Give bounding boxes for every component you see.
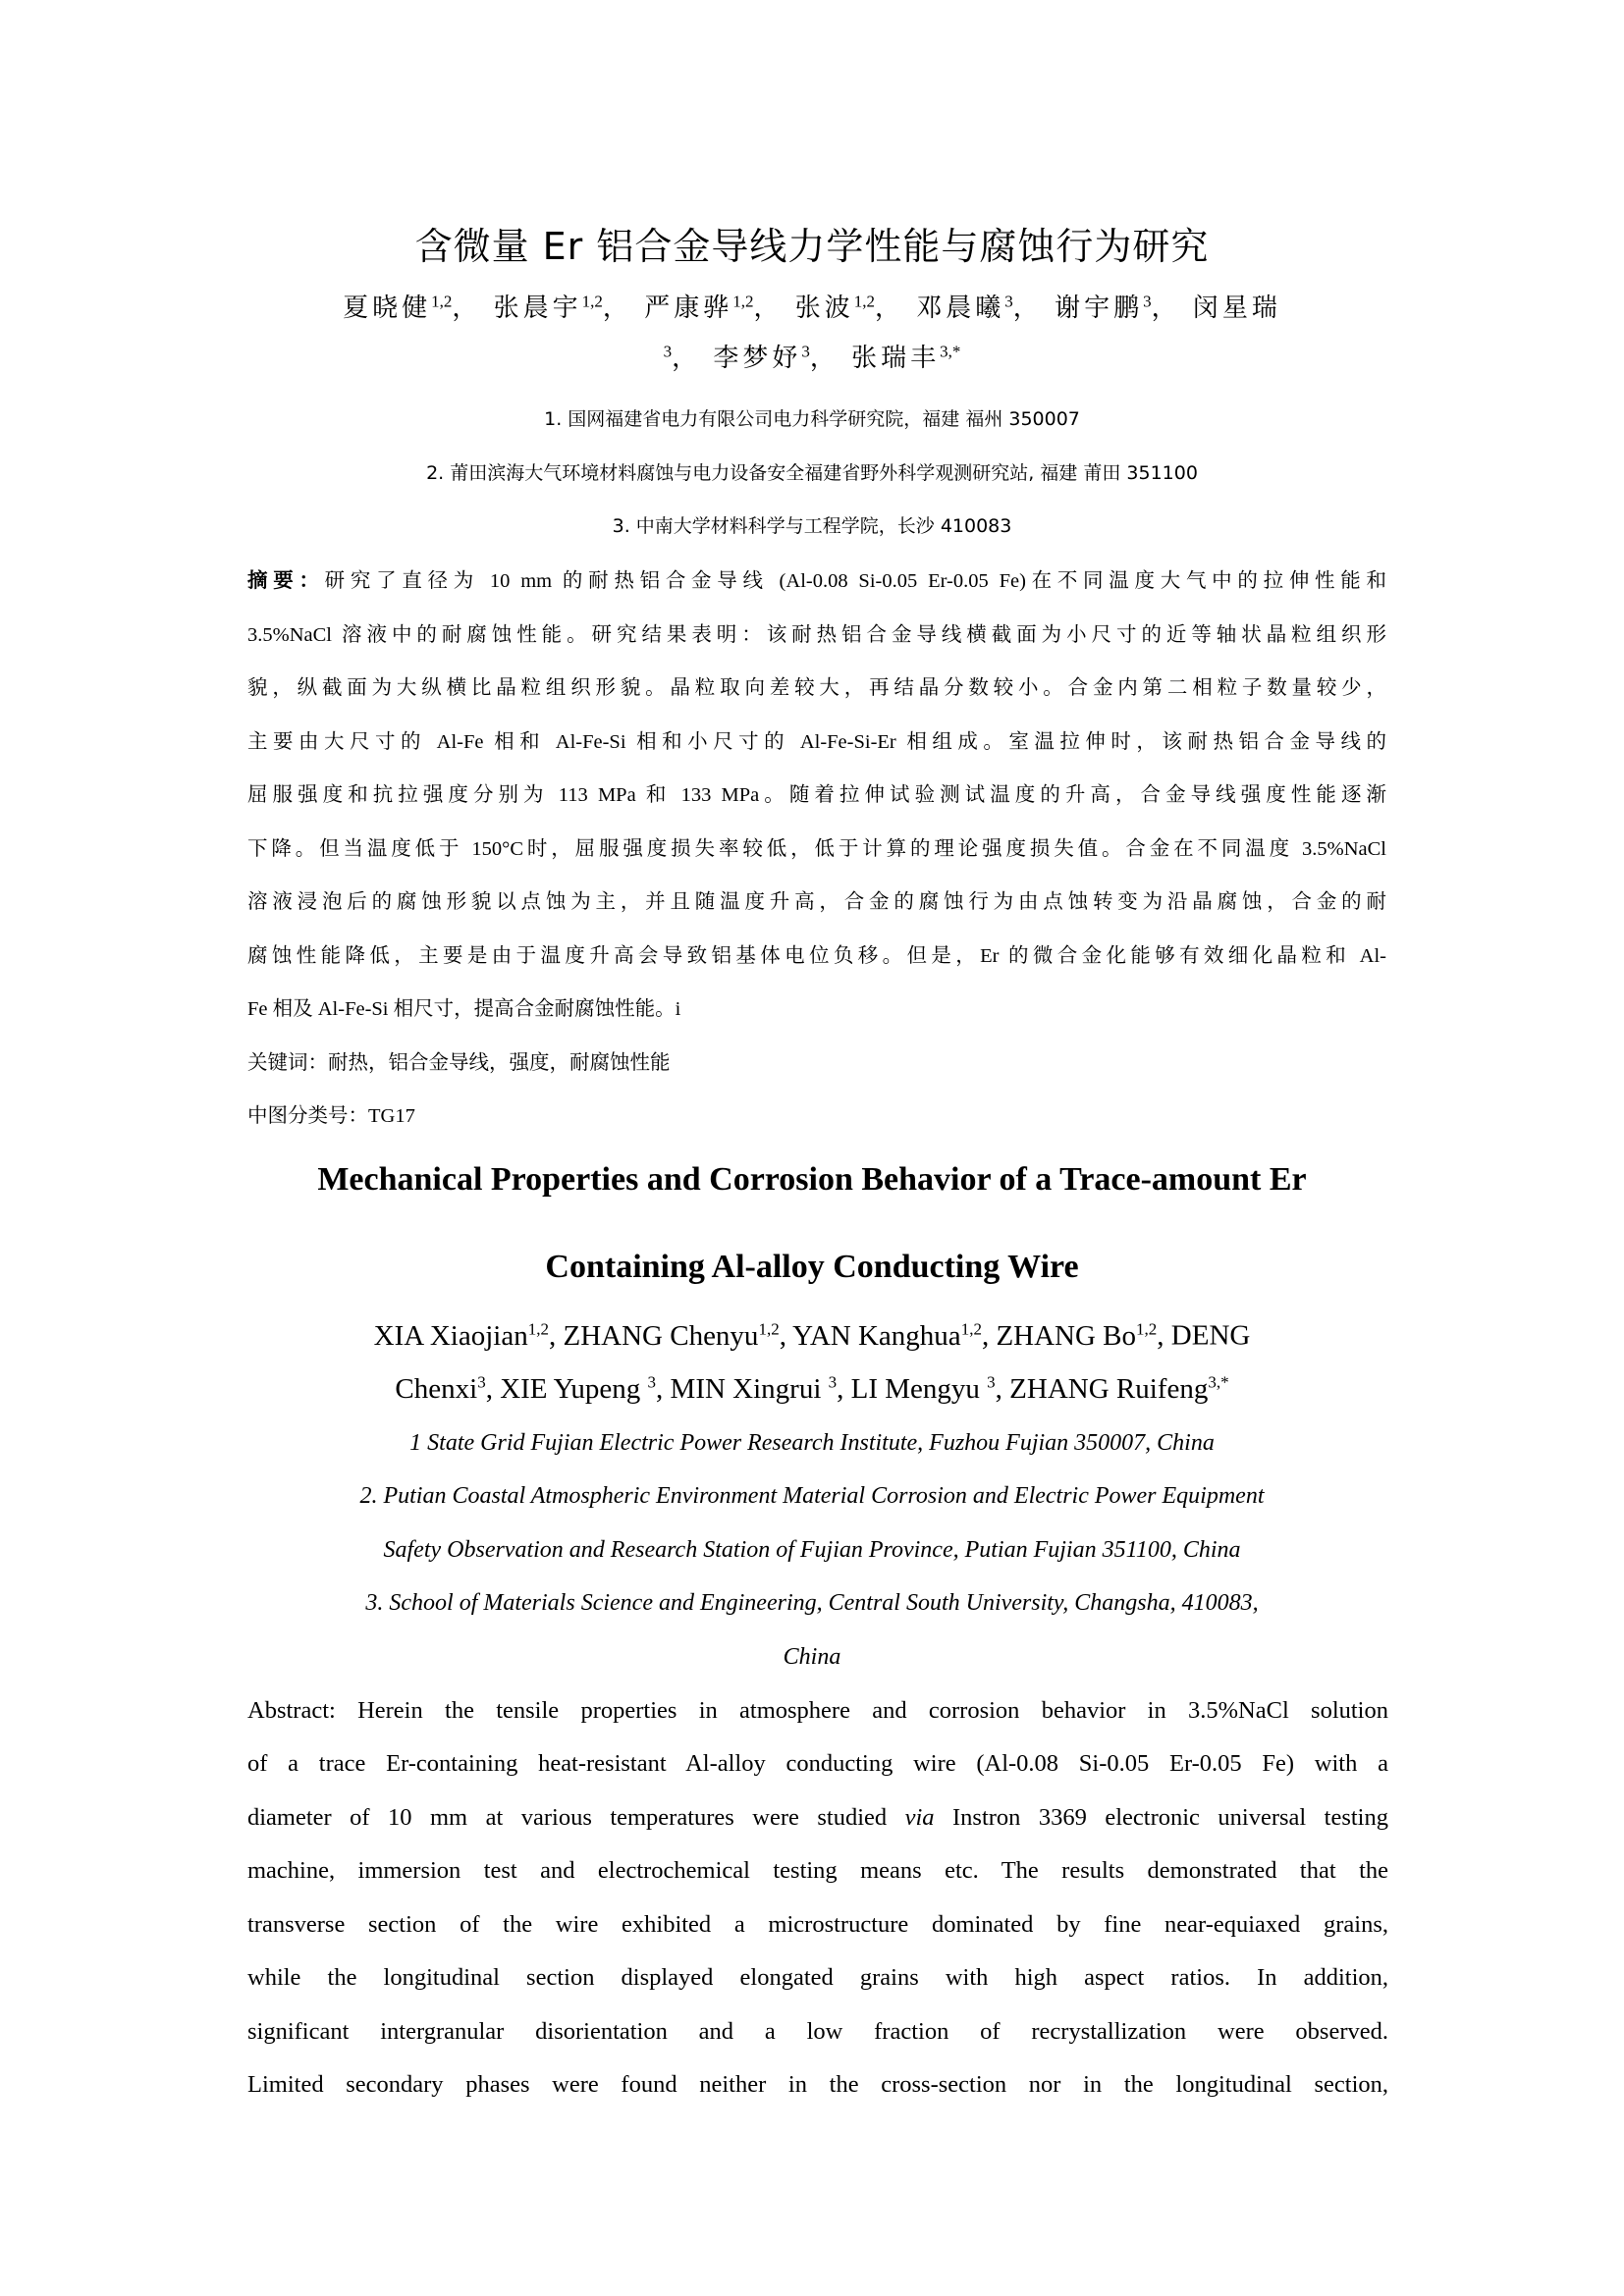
abstract-cn-line: 貌，纵截面为大纵横比晶粒组织形貌。晶粒取向差较大，再结晶分数较小。合金内第二相粒子数量较少，	[247, 677, 1386, 699]
abstract-cn-line: 腐蚀性能降低，主要是由于温度升高会导致铝基体电位负移。但是，Er 的微合金化能够有效细化晶粒和 Al-	[247, 945, 1386, 967]
author: XIE Yupeng $^3$,	[500, 1372, 671, 1405]
abstract-cn-line: 3.5%NaCl 溶液中的耐腐蚀性能。研究结果表明：该耐热铝合金导线横截面为小尺寸的近等轴状晶粒组织形	[247, 624, 1386, 646]
title-cn: 含微量 Er 铝合金导线力学性能与腐蚀行为研究	[414, 225, 1210, 268]
affiliation-cn-3: 3. 中南大学材料科学与工程学院，长沙 410083	[612, 515, 1012, 537]
abstract-cn-label: 摘要：	[247, 568, 325, 592]
author: YAN Kanghua$^{1,2}$,	[792, 1319, 997, 1352]
clc-number: 中图分类号：TG17	[247, 1105, 415, 1127]
abstract-cn-line: 屈服强度和抗拉强度分别为 113 MPa 和 133 MPa。随着拉伸试验测试温度的升高，合金导线强度性能逐渐	[247, 784, 1386, 806]
authors-en-line-2	[0, 1372, 1624, 1406]
author: 张波$^{1,2}$，	[794, 292, 905, 323]
abstract-en-line: while the longitudinal section displayed elongated grains with high aspect ratios. In addition,	[247, 1964, 1388, 1991]
abstract-en-line: Abstract: Herein the tensile properties in atmosphere and corrosion behavior in 3.5%NaCl solution	[247, 1697, 1388, 1724]
title-en-line-2: Containing Al-alloy Conducting Wire	[545, 1249, 1079, 1285]
title-en-line-1: Mechanical Properties and Corrosion Behavior of a Trace-amount Er	[317, 1161, 1307, 1198]
keywords-cn: 关键词：耐热，铝合金导线，强度，耐腐蚀性能	[247, 1052, 671, 1074]
affiliation-en-2-cont: Safety Observation and Research Station of Fujian Province, Putian Fujian 351100, China	[383, 1537, 1241, 1563]
author: $^3$，	[663, 342, 702, 373]
affiliation-en-1: 1 State Grid Fujian Electric Power Research Institute, Fuzhou Fujian 350007, China	[409, 1430, 1215, 1456]
author: 严康骅$^{1,2}$，	[644, 292, 784, 323]
affiliation-en-2: 2. Putian Coastal Atmospheric Environment Material Corrosion and Electric Power Equipment	[359, 1483, 1265, 1509]
abstract-en-line: Limited secondary phases were found neither in the cross-section nor in the longitudinal section,	[247, 2071, 1388, 2098]
abstract-cn-line: 主要由大尺寸的 Al-Fe 相和 Al-Fe-Si 相和小尺寸的 Al-Fe-Si-Er 相组成。室温拉伸时，该耐热铝合金导线的	[247, 731, 1386, 753]
author: 张瑞丰$^{3,*}$	[851, 342, 961, 373]
abstract-cn-line: Fe 相及 Al-Fe-Si 相尺寸，提高合金耐腐蚀性能。i	[247, 998, 681, 1020]
abstract-cn-line: 溶液浸泡后的腐蚀形貌以点蚀为主，并且随温度升高，合金的腐蚀行为由点蚀转变为沿晶腐蚀，合金的耐	[247, 891, 1386, 913]
abstract-en-line: transverse section of the wire exhibited a microstructure dominated by fine near-equiaxed grains,	[247, 1911, 1388, 1938]
author: 谢宇鹏$^3$，	[1055, 292, 1181, 323]
author: 邓晨曦$^3$，	[916, 292, 1043, 323]
author: Chenxi$^3$,	[395, 1372, 501, 1405]
author: 夏晓健$^{1,2}$，	[343, 292, 482, 323]
abstract-en-line: significant intergranular disorientation and a low fraction of recrystallization were observed.	[247, 2018, 1388, 2045]
affiliation-cn-2: 2. 莆田滨海大气环境材料腐蚀与电力设备安全福建省野外科学观测研究站, 福建 莆田 351100	[426, 462, 1198, 484]
author: ZHANG Ruifeng$^{3,*}$	[1009, 1372, 1229, 1405]
author: ZHANG Bo$^{1,2}$,	[996, 1319, 1171, 1352]
author: MIN Xingrui $^3$,	[670, 1372, 851, 1405]
author: 闵星瑞	[1192, 294, 1281, 323]
authors-en-line-1	[0, 1319, 1624, 1353]
authors-cn-line-2	[0, 338, 1624, 374]
affiliation-en-3-cont: China	[783, 1644, 841, 1670]
abstract-cn-line: 下降。但当温度低于 150°C时，屈服强度损失率较低，低于计算的理论强度损失值。合金在不同温度 3.5%NaCl	[247, 838, 1386, 860]
author: ZHANG Chenyu$^{1,2}$,	[563, 1319, 793, 1352]
abstract-en-line: diameter of 10 mm at various temperatures were studied via Instron 3369 electronic universal testing	[247, 1804, 1388, 1831]
author: 张晨宇$^{1,2}$，	[493, 292, 632, 323]
abstract-cn-line: 摘要：研究了直径为 10 mm 的耐热铝合金导线 (Al-0.08 Si-0.05 Er-0.05 Fe)在不同温度大气中的拉伸性能和	[247, 568, 1387, 592]
affiliation-cn-1: 1. 国网福建省电力有限公司电力科学研究院，福建 福州 350007	[544, 408, 1080, 430]
authors-cn-line-1	[0, 288, 1624, 324]
author: 李梦妤$^3$，	[713, 342, 839, 373]
affiliation-en-3: 3. School of Materials Science and Engineering, Central South University, Changsha, 410083,	[365, 1590, 1259, 1616]
author: XIA Xiaojian$^{1,2}$,	[373, 1319, 564, 1352]
abstract-en-line: of a trace Er-containing heat-resistant Al-alloy conducting wire (Al-0.08 Si-0.05 Er-0.05 Fe) with a	[247, 1750, 1388, 1777]
abstract-en-line: machine, immersion test and electrochemical testing means etc. The results demonstrated that the	[247, 1857, 1388, 1884]
author: LI Mengyu $^3$,	[850, 1372, 1010, 1405]
author: DENG	[1170, 1319, 1251, 1352]
